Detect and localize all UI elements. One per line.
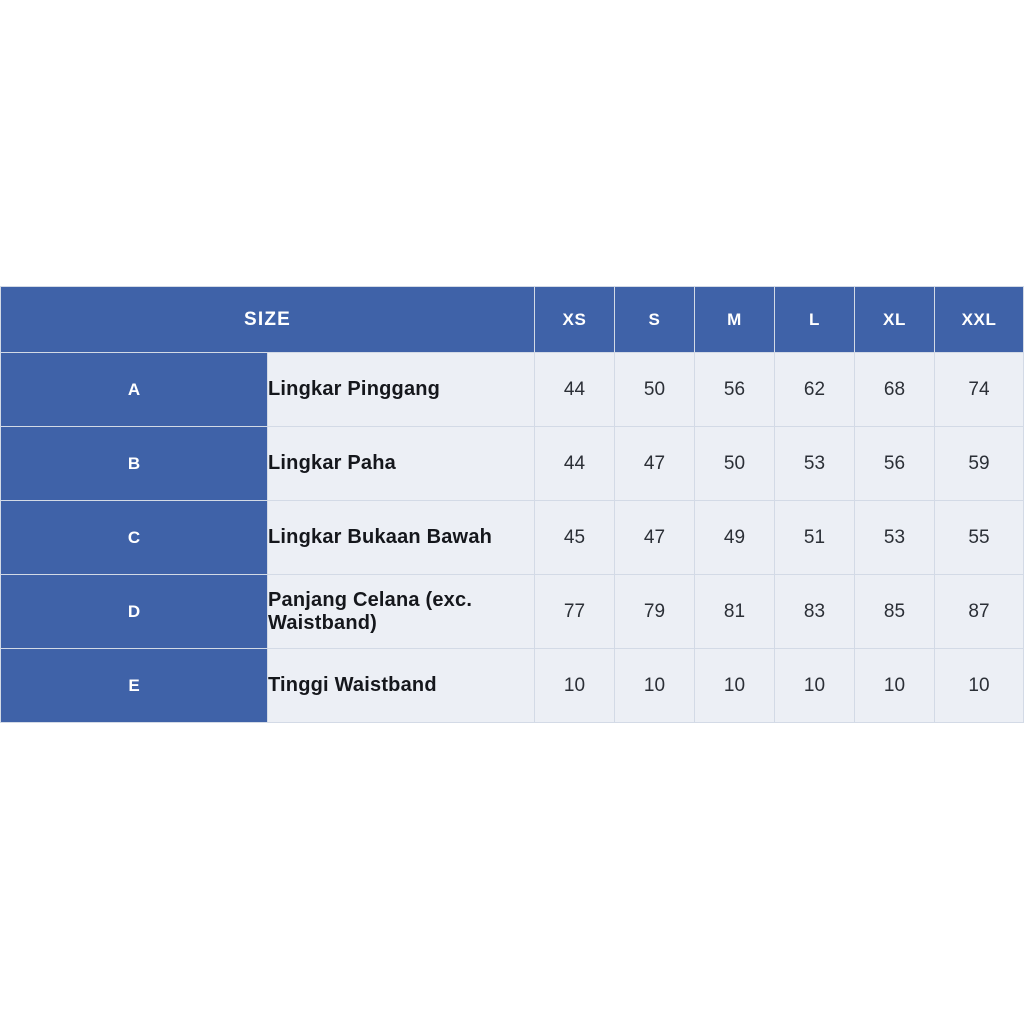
cell-xxl: 74 — [935, 353, 1024, 427]
cell-s: 47 — [615, 501, 695, 575]
table-header — [1, 287, 1024, 353]
header-size-l: L — [775, 287, 855, 353]
table-row — [1, 649, 1024, 723]
cell-m: 10 — [695, 649, 775, 723]
cell-s: 10 — [615, 649, 695, 723]
cell-xl: 56 — [855, 427, 935, 501]
row-letter: C — [1, 501, 268, 575]
cell-s: 47 — [615, 427, 695, 501]
header-row — [1, 287, 1024, 353]
table-row — [1, 427, 1024, 501]
size-chart-container — [0, 286, 1024, 723]
header-size-m: M — [695, 287, 775, 353]
row-label: Lingkar Pinggang — [268, 353, 535, 427]
cell-xs: 77 — [535, 575, 615, 649]
table-body — [1, 353, 1024, 723]
cell-xxl: 87 — [935, 575, 1024, 649]
row-label: Lingkar Bukaan Bawah — [268, 501, 535, 575]
row-label: Panjang Celana (exc. Waistband) — [268, 575, 535, 649]
cell-l: 62 — [775, 353, 855, 427]
cell-l: 53 — [775, 427, 855, 501]
size-chart-table — [0, 286, 1024, 723]
cell-xs: 44 — [535, 353, 615, 427]
cell-xs: 45 — [535, 501, 615, 575]
cell-xl: 68 — [855, 353, 935, 427]
table-row — [1, 353, 1024, 427]
cell-l: 83 — [775, 575, 855, 649]
cell-m: 81 — [695, 575, 775, 649]
cell-xl: 53 — [855, 501, 935, 575]
cell-l: 10 — [775, 649, 855, 723]
cell-xxl: 59 — [935, 427, 1024, 501]
row-label: Lingkar Paha — [268, 427, 535, 501]
row-letter: B — [1, 427, 268, 501]
header-size-s: S — [615, 287, 695, 353]
row-letter: E — [1, 649, 268, 723]
table-row — [1, 575, 1024, 649]
header-size-title: SIZE — [1, 287, 535, 353]
cell-l: 51 — [775, 501, 855, 575]
cell-m: 56 — [695, 353, 775, 427]
cell-s: 79 — [615, 575, 695, 649]
cell-xl: 10 — [855, 649, 935, 723]
row-letter: A — [1, 353, 268, 427]
row-label: Tinggi Waistband — [268, 649, 535, 723]
cell-s: 50 — [615, 353, 695, 427]
header-size-xs: XS — [535, 287, 615, 353]
cell-xl: 85 — [855, 575, 935, 649]
row-letter: D — [1, 575, 268, 649]
cell-xs: 44 — [535, 427, 615, 501]
cell-xs: 10 — [535, 649, 615, 723]
cell-m: 49 — [695, 501, 775, 575]
table-row — [1, 501, 1024, 575]
header-size-xl: XL — [855, 287, 935, 353]
cell-m: 50 — [695, 427, 775, 501]
cell-xxl: 55 — [935, 501, 1024, 575]
header-size-xxl: XXL — [935, 287, 1024, 353]
cell-xxl: 10 — [935, 649, 1024, 723]
